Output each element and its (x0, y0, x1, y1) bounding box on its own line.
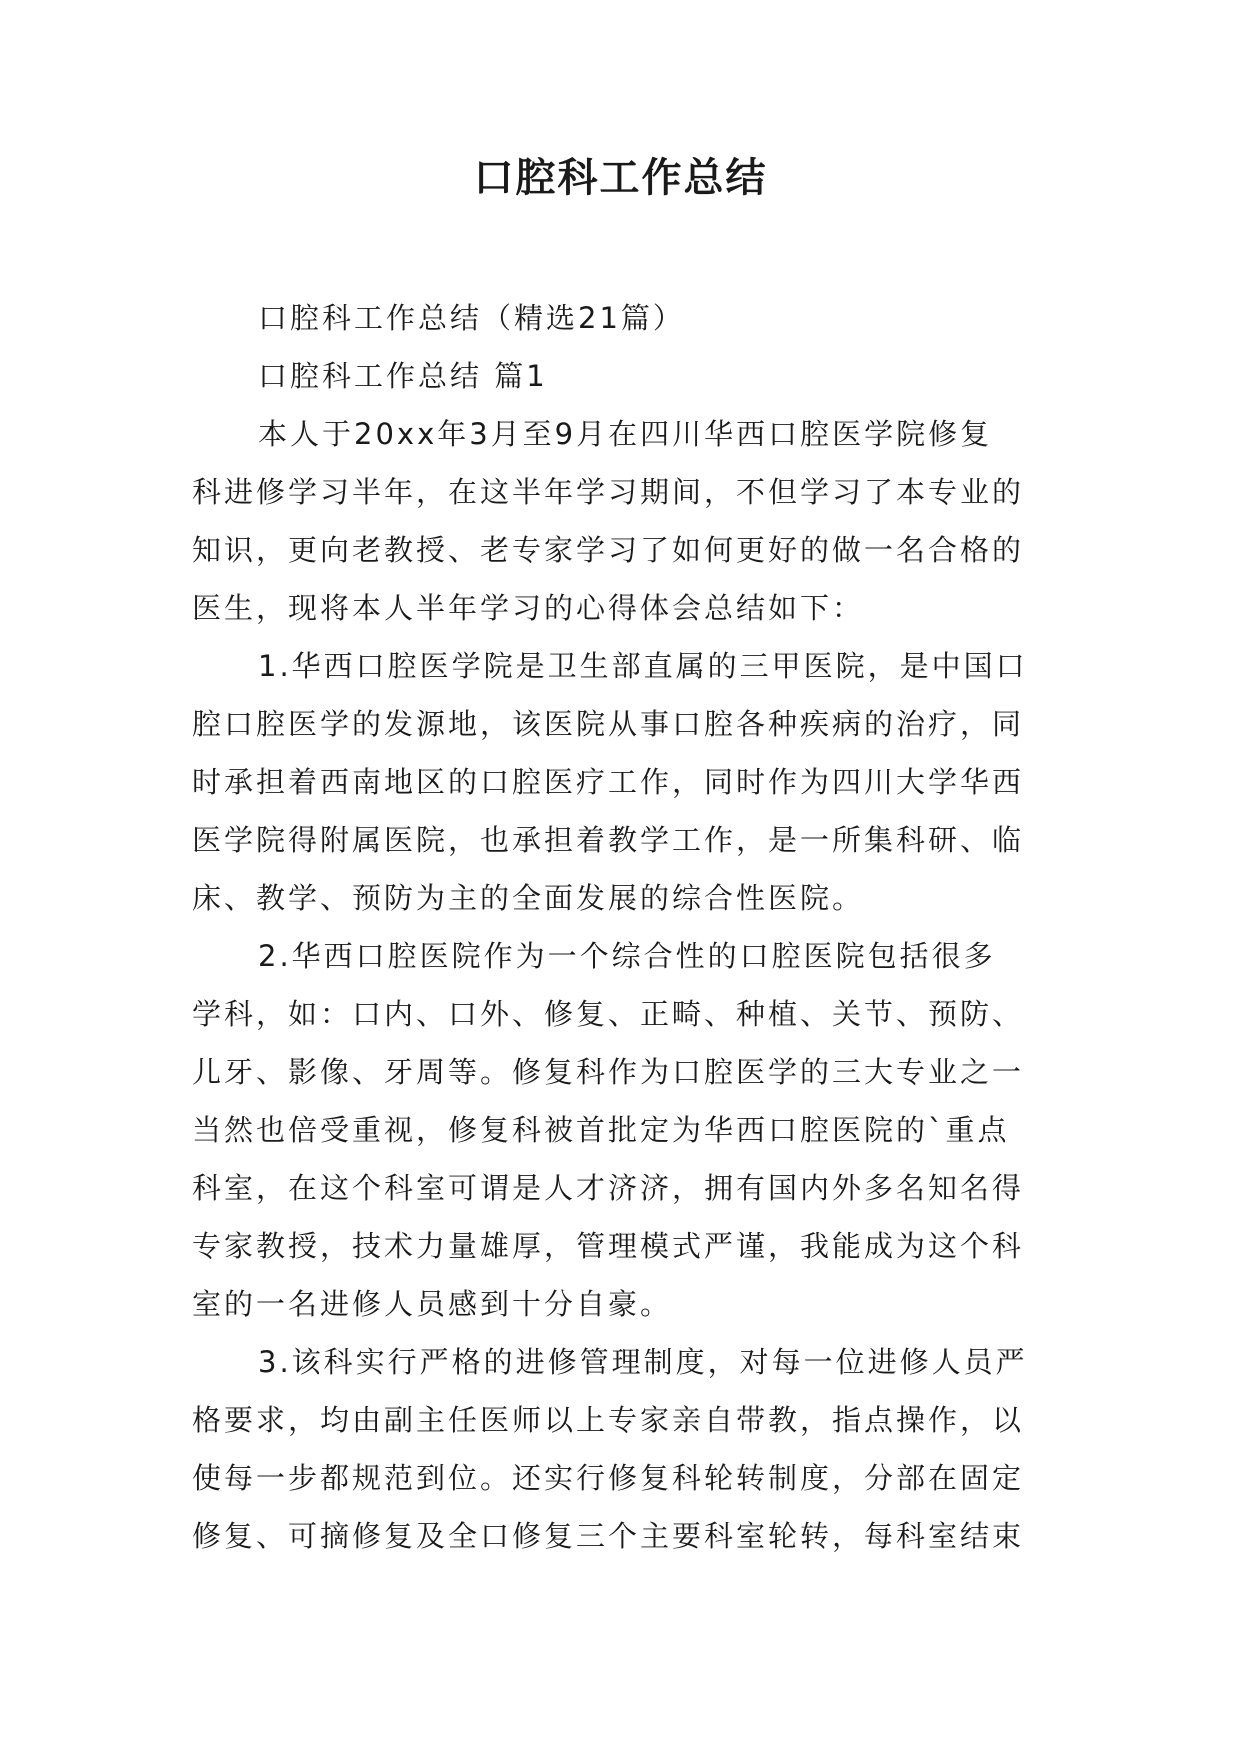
text-line: 3.该科实行严格的进修管理制度，对每一位进修人员严 (258, 1345, 1028, 1379)
text-line: 口腔科工作总结（精选21篇） (258, 301, 685, 335)
text-line: 口腔科工作总结 篇1 (258, 359, 548, 393)
text-line: 本人于20xx年3月至9月在四川华西口腔医学院修复 (258, 417, 993, 451)
document-body (192, 289, 1062, 1565)
text-line: 腔口腔医学的发源地，该医院从事口腔各种疾病的治疗，同 (192, 707, 1025, 741)
document-title: 口腔科工作总结 (473, 154, 768, 201)
text-line: 修复、可摘修复及全口修复三个主要科室轮转，每科室结束 (192, 1519, 1025, 1553)
text-line: 2.华西口腔医院作为一个综合性的口腔医院包括很多 (258, 939, 996, 973)
text-line: 科室，在这个科室可谓是人才济济，拥有国内外多名知名得 (192, 1171, 1025, 1205)
text-line: 床、教学、预防为主的全面发展的综合性医院。 (192, 881, 865, 915)
text-line: 格要求，均由副主任医师以上专家亲自带教，指点操作，以 (192, 1403, 1025, 1437)
text-line: 专家教授，技术力量雄厚，管理模式严谨，我能成为这个科 (192, 1229, 1025, 1263)
text-line: 医生，现将本人半年学习的心得体会总结如下： (192, 591, 865, 625)
text-line: 学科，如：口内、口外、修复、正畸、种植、关节、预防、 (192, 997, 1025, 1031)
text-line: 1.华西口腔医学院是卫生部直属的三甲医院，是中国口 (258, 649, 1028, 683)
text-line: 科进修学习半年，在这半年学习期间，不但学习了本专业的 (192, 475, 1025, 509)
text-line: 当然也倍受重视，修复科被首批定为华西口腔医院的`重点 (192, 1113, 1010, 1147)
text-line: 医学院得附属医院，也承担着教学工作，是一所集科研、临 (192, 823, 1025, 857)
text-line: 使每一步都规范到位。还实行修复科轮转制度，分部在固定 (192, 1461, 1025, 1495)
text-line: 室的一名进修人员感到十分自豪。 (192, 1287, 673, 1321)
text-line: 时承担着西南地区的口腔医疗工作，同时作为四川大学华西 (192, 765, 1025, 799)
text-line: 知识，更向老教授、老专家学习了如何更好的做一名合格的 (192, 533, 1025, 567)
text-line: 儿牙、影像、牙周等。修复科作为口腔医学的三大专业之一 (192, 1055, 1025, 1089)
